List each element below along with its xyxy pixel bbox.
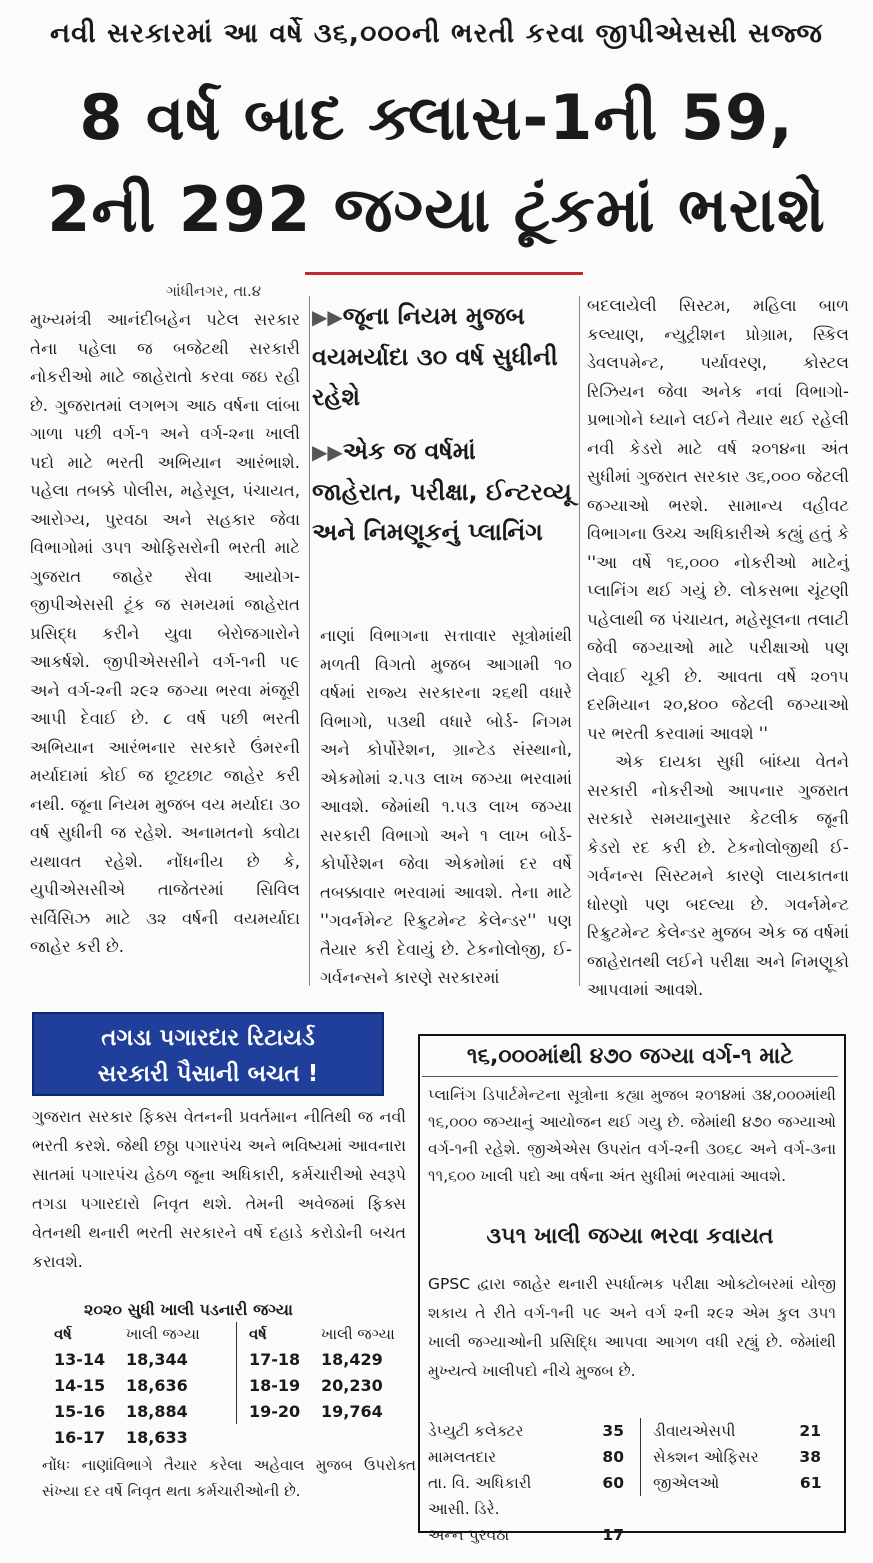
post-label: જીએલઓ (653, 1473, 720, 1492)
column-1-text: મુખ્યમંત્રી આનંદીબહેન પટેલ સરકાર તેના પહેલા જ બજેટથી સરકારી નોકરીઓ માટે જાહેરાતો કરવા જઇ રહી છે. ગુજરાતમાં લગભગ આઠ વર્ષના લાંબા ગાળા પછી વર્ગ-૧ અને વર્ગ-૨ના ખાલી પદો માટે ભરતી અભિયાન આરંભાશે. પહેલા તબક્કે પોલીસ, મહેસૂલ, પંચાયત, આરોગ્ય, પુરવઠા અને સહકાર જેવા વિભાગોમાં ૩૫૧ ઓફિસરોની ભરતી માટે ગુજરાત જાહેર સેવા આયોગ- જીપીએસસી ટૂંક જ સમયમાં જાહેરાત પ્રસિદ્ધ કરીને યુવા બેરોજગારોને આકર્ષશે. જીપીએસસીને વર્ગ-૧ની ૫૯ અને વર્ગ-૨ની ૨૯૨ જગ્યા ભરવા મંજૂરી આપી દેવાઈ છે. ૮ વર્ષ પછી ભરતી અભિયાન આરંભનાર સરકારે ઉંમરની મર્યાદામાં કોઈ જ છૂટછાટ જાહેર કરી નથી. જૂના નિયમ મુજબ વય મર્યાદા ૩૦ વર્ષ સુધીની જ રહેશે. અનામતનો ક્વોટા યથાવત રહેશે. નોંધનીય છે કે, યુપીએસસીએ તાજેતરમાં સિવિલ સર્વિસિઝ માટે ૩૨ વર્ષની વયમર્યાદા જાહેર કરી છે. (30, 310, 300, 956)
post-count: 21 (799, 1422, 821, 1440)
box-subtitle: ૩૫૧ ખાલી જગ્યા ભરવા કવાયત (486, 1224, 774, 1249)
year-cell: 17-18 (249, 1349, 301, 1369)
table-row (42, 1424, 232, 1450)
highlight-block (312, 296, 572, 566)
post-count: 80 (602, 1448, 624, 1466)
post-label: તા. વિ. અધિકારી (428, 1473, 532, 1492)
table-note: નોંધઃ નાણાંવિભાગે તૈયાર કરેલા અહેવાલ મુજબ ઉપરોક્ત સંખ્યા દર વર્ષે નિવૃત થતા કર્મચારીઓની છે. (42, 1456, 416, 1500)
article-column-2 (320, 622, 572, 993)
box-body-2: GPSC દ્વારા જાહેર થનારી સ્પર્ધાત્મક પરીક્ષા ઓક્ટોબરમાં યોજી શકાય તે રીતે વર્ગ-૧ની ૫૯ અને વર્ગ ૨ની ૨૯૨ એમ કુલ ૩૫૧ ખાલી જગ્યાઓની પ્રસિદ્ધિ આપવા આગળ વધી રહ્યું છે. જેમાંથી મુખ્યત્વે ખાલીપદો નીચે મુજબ છે. (428, 1275, 836, 1380)
post-label: ડેપ્યુટી કલેક્ટર (428, 1421, 524, 1440)
banner-line-1: તગડા પગારદાર રિટાયર્ડ (101, 1025, 315, 1051)
vacancy-table-left (42, 1322, 232, 1450)
table-row (641, 1418, 832, 1444)
table-row (42, 1372, 232, 1398)
post-label: સેક્શન ઓફિસર (653, 1447, 759, 1466)
table-header-row (42, 1322, 232, 1346)
highlight-item (312, 431, 572, 552)
table-row (641, 1444, 832, 1470)
vacant-cell: 18,429 (321, 1349, 383, 1369)
post-label: અન્ન પુરવઠા (428, 1525, 510, 1544)
sidebar-body: ગુજરાત સરકાર ફિક્સ વેતનની પ્રવર્તમાન નીતિથી જ નવી ભરતી કરશે. જેથી છઠ્ઠા પગારપંચ અને ભવિષ્યમાં આવનારા સાતમાં પગારપંચ હેઠળ જૂના અધિકારી, કર્મચારીઓ સ્વરૂપે તગડા પગારદારો નિવૃત થશે. તેમની અવેજમાં ફિક્સ વેતનથી થનારી ભરતી સરકારને વર્ષે દહાડે કરોડોની બચત કરાવશે. (32, 1107, 406, 1271)
year-cell: 19-20 (249, 1401, 301, 1421)
vacant-cell: 18,633 (126, 1427, 188, 1447)
vacant-cell: 18,636 (126, 1375, 188, 1395)
table-row (237, 1372, 406, 1398)
highlight-1: જૂના નિયમ મુજબ વયમર્યાદા ૩૦ વર્ષ સુધીની રહેશે (312, 302, 558, 411)
column-divider (309, 296, 310, 986)
post-count (586, 1496, 634, 1522)
table-row (428, 1418, 634, 1444)
post-count: 60 (602, 1474, 624, 1492)
year-cell: 14-15 (54, 1375, 106, 1395)
post-label: ડીવાયએસપી (653, 1421, 736, 1440)
year-cell: 15-16 (54, 1401, 106, 1421)
article-column-3 (587, 292, 849, 1005)
dateline: ગાંધીનગર, તા.૪ (166, 282, 262, 300)
vacancy-table-right (236, 1322, 406, 1424)
box-title-rule (422, 1076, 838, 1077)
year-cell: 13-14 (54, 1349, 106, 1369)
kicker-line: નવી સરકારમાં આ વર્ષે ૩૬,૦૦૦ની ભરતી કરવા જીપીએસસી સજ્જ (50, 18, 823, 49)
table-row (428, 1496, 634, 1522)
col-header-vacant: ખાલી જગ્યા (321, 1325, 395, 1343)
article-column-1 (30, 306, 300, 962)
col-header-year: વર્ષ (54, 1325, 72, 1343)
double-arrow-icon: ▶▶ (312, 440, 343, 464)
table-row (641, 1470, 832, 1496)
col-header-year: વર્ષ (249, 1325, 267, 1343)
year-cell: 16-17 (54, 1427, 106, 1447)
col-header-vacant: ખાલી જગ્યા (126, 1325, 200, 1343)
post-count: 17 (602, 1526, 624, 1544)
table-row (428, 1470, 634, 1496)
column-divider (579, 296, 580, 986)
headline-line-2: 2ની 292 જગ્યા ટૂંકમાં ભરાશે (47, 173, 826, 246)
column-2-text: નાણાં વિભાગના સત્તાવાર સૂત્રોમાંથી મળતી વિગતો મુજબ આગામી ૧૦ વર્ષમાં રાજ્ય સરકારના ૨૬થી વધારે વિભાગો, ૫૩થી વધારે બોર્ડ- નિગમ અને કોર્પોરેશન, ગ્રાન્ટેડ સંસ્થાનો, એકમોમાં ૨.૫૩ લાખ જગ્યા ભરવામાં આવશે. જેમાંથી ૧.૫૩ લાખ જગ્યા સરકારી વિભાગો અને ૧ લાખ બોર્ડ- કોર્પોરેશન જેવા એકમોમાં દર વર્ષે તબક્કાવાર ભરવામાં આવશે. તેના માટે ''ગવર્નમેન્ટ રિક્રુટમેન્ટ કેલેન્ડર'' પણ તૈયાર કરી દેવાયું છે. ટેકનોલોજી, ઈ-ગર્વનન્સને કારણે સરકારમાં (320, 626, 572, 987)
table-row (42, 1398, 232, 1424)
post-count: 61 (799, 1474, 822, 1492)
post-count: 35 (602, 1422, 624, 1440)
highlight-item (312, 296, 572, 417)
vacant-cell: 19,764 (321, 1401, 383, 1421)
banner-line-2: સરકારી પૈસાની બચત ! (97, 1061, 319, 1087)
column-3-text-a: બદલાયેલી સિસ્ટમ, મહિલા બાળ કલ્યાણ, ન્યુટ્રીશન પ્રોગ્રામ, સ્કિલ ડેવલપમેન્ટ, પર્યાવરણ, કોસ્ટલ રિઝિયન જેવા અનેક નવાં વિભાગો-પ્રભાગોને ધ્યાને લઈને તૈયાર થઈ રહેલી નવી કેડરો માટે વર્ષ ૨૦૧૪ના અંત સુધીમાં ગુજરાત સરકાર ૩૬,૦૦૦ જેટલી જગ્યાઓ ભરશે. સામાન્ય વહીવટ વિભાગના ઉચ્ચ અધિકારીએ કહ્યું હતું કે ''આ વર્ષે ૧૬,૦૦૦ નોકરીઓ માટેનું પ્લાનિંગ થઈ ગયું છે. લોકસભા ચૂંટણી પહેલાથી જ પંચાયત, મહેસૂલના તલાટી જેવી જગ્યાઓ માટે પરીક્ષાઓ પણ લેવાઈ ચૂકી છે. આવતા વર્ષે ૨૦૧૫ દરમિયાન ૨૦,૪૦૦ જેટલી જગ્યાઓ પર ભરતી કરવામાં આવશે '' (587, 296, 849, 743)
vacancy-table-title: ૨૦૨૦ સુધી ખાલી પડનારી જગ્યા (84, 1300, 293, 1319)
highlight-2: એક જ વર્ષમાં જાહેરાત, પરીક્ષા, ઈન્ટરવ્યૂ અને નિમણૂકનું પ્લાનિંગ (312, 437, 572, 546)
column-3-text-b: એક દાયકા સુધી બાંધ્યા વેતને સરકારી નોકરીઓ આપનાર ગુજરાત સરકારે સમયાનુસાર કેટલીક જૂની કેડરો રદ કરી છે. ટેકનોલોજીથી ઈ-ગર્વનન્સ સિસ્ટમને કારણે લાયકાતના ધોરણો પણ બદલ્યા છે. ગવર્નમેન્ટ રિક્રુટમેન્ટ કેલેન્ડર મુજબ એક જ વર્ષમાં જાહેરાતથી લઈને પરીક્ષા અને નિમણૂકો આપવામાં આવશે. (587, 752, 849, 999)
red-rule-divider (305, 272, 583, 275)
sidebar-banner (32, 1012, 384, 1096)
post-label: મામલતદાર (428, 1447, 497, 1466)
table-row (237, 1346, 406, 1372)
double-arrow-icon: ▶▶ (312, 305, 343, 329)
vacant-cell: 18,344 (126, 1349, 188, 1369)
table-row (237, 1398, 406, 1424)
table-row (42, 1346, 232, 1372)
vacant-cell: 20,230 (321, 1375, 383, 1395)
table-row (428, 1444, 634, 1470)
vacant-cell: 18,884 (126, 1401, 188, 1421)
headline (6, 72, 867, 256)
table-header-row (237, 1322, 406, 1346)
year-cell: 18-19 (249, 1375, 301, 1395)
headline-line-1: 8 વર્ષ બાદ ક્લાસ-1ની 59, (79, 81, 794, 154)
box-title: ૧૬,૦૦૦માંથી ૪૭૦ જગ્યા વર્ગ-૧ માટે (466, 1044, 794, 1069)
post-count: 38 (799, 1448, 821, 1466)
box-body: પ્લાનિંગ ડિપાર્ટમેન્ટના સૂત્રોના કહ્યા મુજબ ૨૦૧૪માં ૩૪,૦૦૦માંથી ૧૬,૦૦૦ જગ્યાનું આયોજન થઈ ગયુ છે. જેમાંથી ૪૭૦ જગ્યાઓ વર્ગ-૧ની રહેશે. જીએએસ ઉપરાંત વર્ગ-૨ની ૩૦૬૮ અને વર્ગ-૩ના ૧૧,૬૦૦ ખાલી પદો આ વર્ષના અંત સુધીમાં ભરવામાં આવશે. (428, 1086, 836, 1185)
table-row (428, 1522, 634, 1548)
post-label: આસી. ડિરે. (428, 1499, 500, 1518)
posts-table-right (640, 1418, 832, 1496)
posts-table-left (428, 1418, 634, 1548)
